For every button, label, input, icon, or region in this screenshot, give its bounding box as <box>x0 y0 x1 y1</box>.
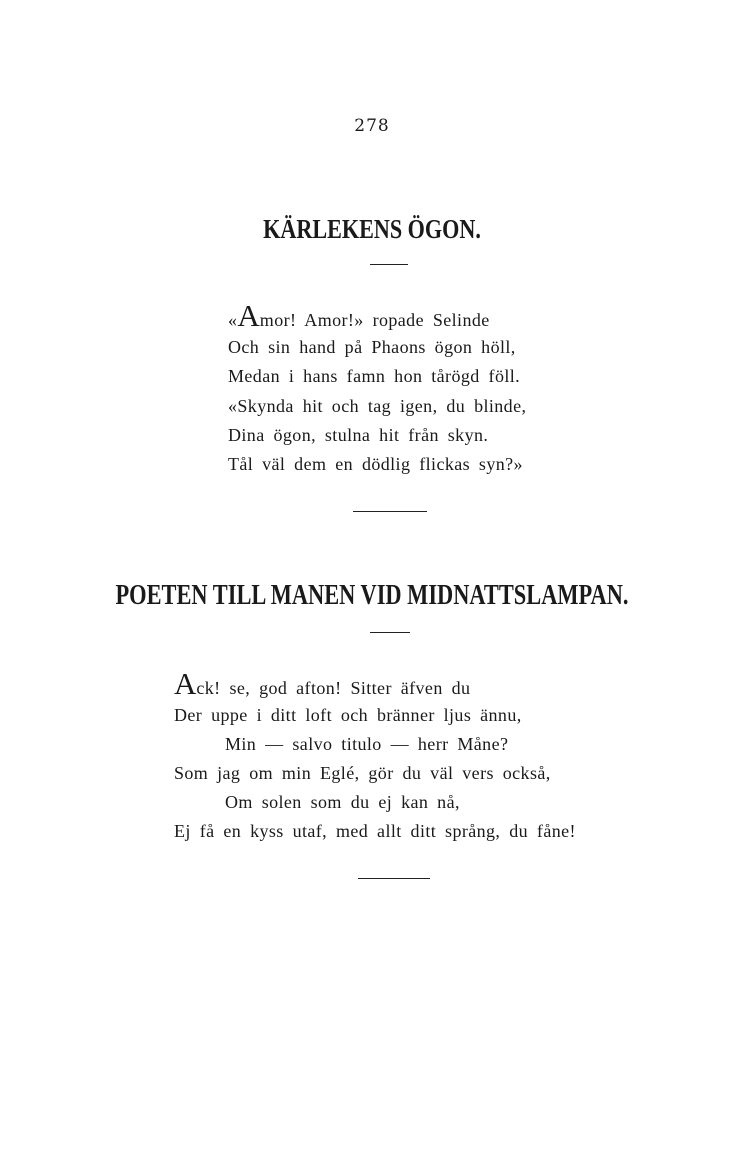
first-line-text: ck! se, god afton! Sitter äfven du <box>196 678 471 698</box>
poem-1-line-1 <box>228 300 490 331</box>
poem-1-line-4: «Skynda hit och tag igen, du blinde, <box>228 396 527 416</box>
open-quote: « <box>228 310 238 330</box>
section-divider <box>358 878 430 879</box>
poem-1-line-5: Dina ögon, stulna hit från skyn. <box>228 425 489 445</box>
poem-2-line-3: Min — salvo titulo — herr Måne? <box>225 734 509 754</box>
title-divider <box>370 264 408 265</box>
drop-cap: A <box>237 298 260 333</box>
poem-2-line-5: Om solen som du ej kan nå, <box>225 792 460 812</box>
page-number: 278 <box>354 116 390 136</box>
first-line-text: mor! Amor!» ropade Selinde <box>259 310 490 330</box>
poem-1-line-2: Och sin hand på Phaons ögon höll, <box>228 337 516 357</box>
poem-2-line-2: Der uppe i ditt loft och bränner ljus ännu, <box>174 705 522 725</box>
poem-2-line-4: Som jag om min Eglé, gör du väl vers också, <box>174 763 551 783</box>
poem-2-title: POETEN TILL MANEN VID MIDNATTSLAMPAN. <box>115 580 629 611</box>
poem-2-line-6: Ej få en kyss utaf, med allt ditt språng, du fåne! <box>174 821 576 841</box>
poem-1-title: KÄRLEKENS ÖGON. <box>263 214 481 244</box>
poem-1-line-6: Tål väl dem en dödlig flickas syn?» <box>228 454 523 474</box>
drop-cap: A <box>174 666 197 701</box>
section-divider <box>353 511 427 512</box>
poem-2-line-1 <box>174 668 470 699</box>
title-divider <box>370 632 410 633</box>
poem-1-line-3: Medan i hans famn hon tårögd föll. <box>228 366 521 386</box>
